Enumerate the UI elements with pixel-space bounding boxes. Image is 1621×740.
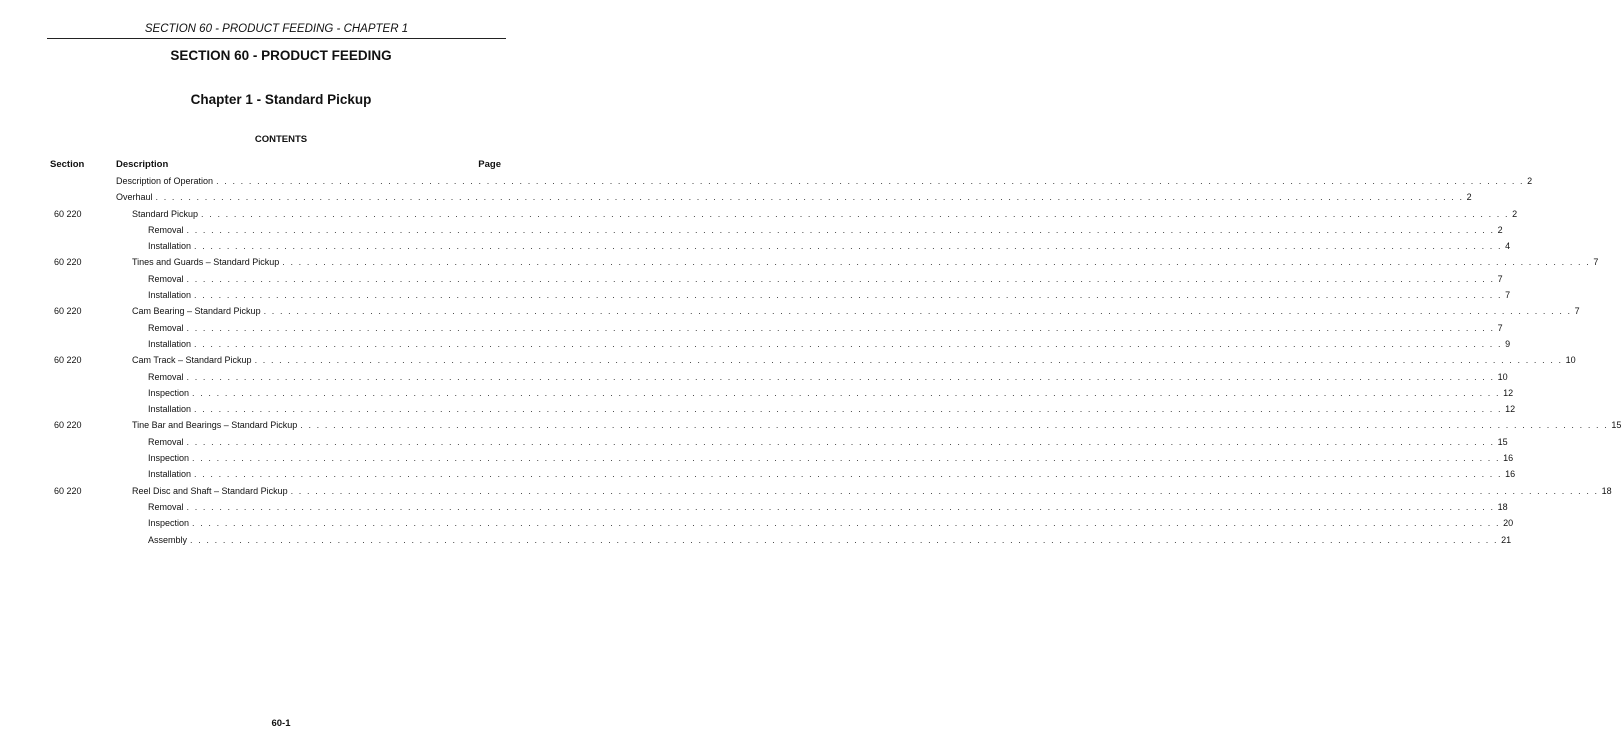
toc-entry xyxy=(132,257,1599,268)
toc-entry xyxy=(148,322,1503,333)
toc-dot-leader: . . . . . . . . . . . . . . . . . . . . . . . . . . . . . . . . . . . . . . . . . . . . . . . . . . . . . . . . . . . . . . . . . . . . . . . . . . . . . . . . . . . . . . . . . . . . . . . . . . . . . . . . . . . . . . . . . . . . . . . . . . . . . . . . . . . . . . . . . . . . . . . . . . . . . . . . . . . . . . . . xyxy=(194,290,1503,301)
toc-entry xyxy=(148,469,1516,480)
toc-row xyxy=(0,190,1472,206)
toc-entry xyxy=(148,273,1503,284)
toc-section-code: 60 220 xyxy=(54,306,82,317)
toc-description: Removal xyxy=(148,273,184,284)
toc-row xyxy=(0,451,1514,467)
toc-entry xyxy=(132,208,1518,219)
toc-row xyxy=(0,353,1576,369)
toc-row xyxy=(0,174,1533,190)
toc-description: Assembly xyxy=(148,534,188,545)
toc-page-number: 20 xyxy=(1503,518,1514,529)
toc-page-number: 7 xyxy=(1497,273,1503,284)
toc-row xyxy=(0,337,1511,353)
toc-dot-leader: . . . . . . . . . . . . . . . . . . . . . . . . . . . . . . . . . . . . . . . . . . . . . . . . . . . . . . . . . . . . . . . . . . . . . . . . . . . . . . . . . . . . . . . . . . . . . . . . . . . . . . . . . . . . . . . . . . . . . . . . . . . . . . . . . . . . . . . . . . . . . . . . . . . . . . . . . . . . . . . . xyxy=(190,534,1499,545)
toc-entry xyxy=(148,501,1508,512)
running-header: SECTION 60 - PRODUCT FEEDING - CHAPTER 1 xyxy=(47,23,506,39)
toc-page-number: 16 xyxy=(1505,469,1516,480)
toc-page-number: 2 xyxy=(1527,176,1533,186)
toc-section-code: 60 220 xyxy=(54,208,82,219)
toc-row xyxy=(0,484,1612,500)
toc-row xyxy=(0,304,1580,320)
column-header-page: Page xyxy=(478,159,501,170)
toc-row xyxy=(0,516,1514,532)
toc-description: Cam Track – Standard Pickup xyxy=(132,355,252,366)
toc-dot-leader: . . . . . . . . . . . . . . . . . . . . . . . . . . . . . . . . . . . . . . . . . . . . . . . . . . . . . . . . . . . . . . . . . . . . . . . . . . . . . . . . . . . . . . . . . . . . . . . . . . . . . . . . . . . . . . . . . . . . . . . . . . . . . . . . . . . . . . . . . . . . . . . . . . . . . . . . . . . . . . . . xyxy=(155,192,1464,203)
toc-row xyxy=(0,533,1512,549)
toc-dot-leader: . . . . . . . . . . . . . . . . . . . . . . . . . . . . . . . . . . . . . . . . . . . . . . . . . . . . . . . . . . . . . . . . . . . . . . . . . . . . . . . . . . . . . . . . . . . . . . . . . . . . . . . . . . . . . . . . . . . . . . . . . . . . . . . . . . . . . . . . . . . . . . . . . . . . . . . . . . . . . . . . xyxy=(186,371,1495,382)
toc-row xyxy=(0,500,1508,516)
toc-description: Installation xyxy=(148,290,192,301)
toc-entry xyxy=(148,387,1514,398)
toc-dot-leader: . . . . . . . . . . . . . . . . . . . . . . . . . . . . . . . . . . . . . . . . . . . . . . . . . . . . . . . . . . . . . . . . . . . . . . . . . . . . . . . . . . . . . . . . . . . . . . . . . . . . . . . . . . . . . . . . . . . . . . . . . . . . . . . . . . . . . . . . . . . . . . . . . . . . . . . . . . . . . . . . xyxy=(194,241,1503,252)
table-of-contents xyxy=(0,174,1621,549)
toc-row xyxy=(0,418,1621,434)
toc-dot-leader: . . . . . . . . . . . . . . . . . . . . . . . . . . . . . . . . . . . . . . . . . . . . . . . . . . . . . . . . . . . . . . . . . . . . . . . . . . . . . . . . . . . . . . . . . . . . . . . . . . . . . . . . . . . . . . . . . . . . . . . . . . . . . . . . . . . . . . . . . . . . . . . . . . . . . . . . . . . . . . . . xyxy=(194,404,1503,415)
toc-description: Inspection xyxy=(148,518,190,529)
toc-dot-leader: . . . . . . . . . . . . . . . . . . . . . . . . . . . . . . . . . . . . . . . . . . . . . . . . . . . . . . . . . . . . . . . . . . . . . . . . . . . . . . . . . . . . . . . . . . . . . . . . . . . . . . . . . . . . . . . . . . . . . . . . . . . . . . . . . . . . . . . . . . . . . . . . . . . . . . . . . . . . . . . . xyxy=(186,273,1495,284)
toc-entry xyxy=(132,306,1580,317)
toc-page-number: 2 xyxy=(1512,208,1518,219)
toc-entry xyxy=(148,453,1514,464)
toc-entry xyxy=(148,436,1508,447)
toc-dot-leader: . . . . . . . . . . . . . . . . . . . . . . . . . . . . . . . . . . . . . . . . . . . . . . . . . . . . . . . . . . . . . . . . . . . . . . . . . . . . . . . . . . . . . . . . . . . . . . . . . . . . . . . . . . . . . . . . . . . . . . . . . . . . . . . . . . . . . . . . . . . . . . . . . . . . . . . . . . . . . . . . xyxy=(192,453,1501,464)
toc-entry xyxy=(148,518,1514,529)
toc-page-number: 12 xyxy=(1505,404,1516,415)
toc-section-code: 60 220 xyxy=(54,355,82,366)
toc-page-number: 9 xyxy=(1505,338,1511,349)
toc-description: Tine Bar and Bearings – Standard Pickup xyxy=(132,420,298,431)
toc-entry xyxy=(132,420,1621,431)
toc-description: Inspection xyxy=(148,453,190,464)
toc-row xyxy=(0,288,1511,304)
toc-dot-leader: . . . . . . . . . . . . . . . . . . . . . . . . . . . . . . . . . . . . . . . . . . . . . . . . . . . . . . . . . . . . . . . . . . . . . . . . . . . . . . . . . . . . . . . . . . . . . . . . . . . . . . . . . . . . . . . . . . . . . . . . . . . . . . . . . . . . . . . . . . . . . . . . . . . . . . . . . . . . . . . . xyxy=(192,387,1501,398)
toc-description: Removal xyxy=(148,436,184,447)
toc-dot-leader: . . . . . . . . . . . . . . . . . . . . . . . . . . . . . . . . . . . . . . . . . . . . . . . . . . . . . . . . . . . . . . . . . . . . . . . . . . . . . . . . . . . . . . . . . . . . . . . . . . . . . . . . . . . . . . . . . . . . . . . . . . . . . . . . . . . . . . . . . . . . . . . . . . . . . . . . . . . . . . . . xyxy=(192,518,1501,529)
toc-page-number: 12 xyxy=(1503,387,1514,398)
toc-entry xyxy=(116,176,1533,186)
toc-page-number: 7 xyxy=(1593,257,1599,268)
toc-row xyxy=(0,321,1503,337)
toc-dot-leader: . . . . . . . . . . . . . . . . . . . . . . . . . . . . . . . . . . . . . . . . . . . . . . . . . . . . . . . . . . . . . . . . . . . . . . . . . . . . . . . . . . . . . . . . . . . . . . . . . . . . . . . . . . . . . . . . . . . . . . . . . . . . . . . . . . . . . . . . . . . . . . . . . . . . . . . . . . . . . . . . xyxy=(186,322,1495,333)
toc-entry xyxy=(148,338,1511,349)
toc-row xyxy=(0,223,1503,239)
toc-description: Description of Operation xyxy=(116,176,214,186)
toc-entry xyxy=(132,485,1612,496)
toc-description: Removal xyxy=(148,322,184,333)
toc-page-number: 2 xyxy=(1466,192,1472,203)
toc-entry xyxy=(148,224,1503,235)
contents-heading: CONTENTS xyxy=(254,134,308,145)
column-header-section: Section xyxy=(50,159,85,170)
toc-row xyxy=(0,255,1599,271)
toc-description: Removal xyxy=(148,224,184,235)
toc-page-number: 18 xyxy=(1601,485,1612,496)
toc-section-code: 60 220 xyxy=(54,485,82,496)
toc-entry xyxy=(148,534,1512,545)
toc-section-code: 60 220 xyxy=(54,420,82,431)
toc-description: Inspection xyxy=(148,387,190,398)
toc-row xyxy=(0,239,1511,255)
toc-page-number: 10 xyxy=(1565,355,1576,366)
toc-row xyxy=(0,207,1518,223)
toc-row xyxy=(0,386,1514,402)
toc-page-number: 4 xyxy=(1505,241,1511,252)
toc-entry xyxy=(148,290,1511,301)
toc-entry xyxy=(148,404,1516,415)
toc-description: Standard Pickup xyxy=(132,208,199,219)
toc-dot-leader: . . . . . . . . . . . . . . . . . . . . . . . . . . . . . . . . . . . . . . . . . . . . . . . . . . . . . . . . . . . . . . . . . . . . . . . . . . . . . . . . . . . . . . . . . . . . . . . . . . . . . . . . . . . . . . . . . . . . . . . . . . . . . . . . . . . . . . . . . . . . . . . . . . . . . . . . . . . . . . . . xyxy=(216,176,1525,186)
toc-page-number: 7 xyxy=(1574,306,1580,317)
toc-description: Tines and Guards – Standard Pickup xyxy=(132,257,280,268)
toc-description: Removal xyxy=(148,501,184,512)
toc-description: Installation xyxy=(148,404,192,415)
section-title: SECTION 60 - PRODUCT FEEDING xyxy=(170,48,392,63)
toc-page-number: 15 xyxy=(1497,436,1508,447)
page-number: 60-1 xyxy=(271,718,291,729)
toc-dot-leader: . . . . . . . . . . . . . . . . . . . . . . . . . . . . . . . . . . . . . . . . . . . . . . . . . . . . . . . . . . . . . . . . . . . . . . . . . . . . . . . . . . . . . . . . . . . . . . . . . . . . . . . . . . . . . . . . . . . . . . . . . . . . . . . . . . . . . . . . . . . . . . . . . . . . . . . . . . . . . . . . xyxy=(186,436,1495,447)
toc-section-code: 60 220 xyxy=(54,257,82,268)
toc-description: Removal xyxy=(148,371,184,382)
toc-row xyxy=(0,435,1508,451)
toc-description: Installation xyxy=(148,241,192,252)
toc-dot-leader: . . . . . . . . . . . . . . . . . . . . . . . . . . . . . . . . . . . . . . . . . . . . . . . . . . . . . . . . . . . . . . . . . . . . . . . . . . . . . . . . . . . . . . . . . . . . . . . . . . . . . . . . . . . . . . . . . . . . . . . . . . . . . . . . . . . . . . . . . . . . . . . . . . . . . . . . . . . . . . . . xyxy=(263,306,1572,317)
toc-description: Cam Bearing – Standard Pickup xyxy=(132,306,261,317)
toc-dot-leader: . . . . . . . . . . . . . . . . . . . . . . . . . . . . . . . . . . . . . . . . . . . . . . . . . . . . . . . . . . . . . . . . . . . . . . . . . . . . . . . . . . . . . . . . . . . . . . . . . . . . . . . . . . . . . . . . . . . . . . . . . . . . . . . . . . . . . . . . . . . . . . . . . . . . . . . . . . . . . . . . xyxy=(186,224,1495,235)
toc-row xyxy=(0,467,1516,483)
toc-entry xyxy=(148,371,1508,382)
toc-page-number: 15 xyxy=(1611,420,1621,431)
toc-page-number: 7 xyxy=(1497,322,1503,333)
toc-dot-leader: . . . . . . . . . . . . . . . . . . . . . . . . . . . . . . . . . . . . . . . . . . . . . . . . . . . . . . . . . . . . . . . . . . . . . . . . . . . . . . . . . . . . . . . . . . . . . . . . . . . . . . . . . . . . . . . . . . . . . . . . . . . . . . . . . . . . . . . . . . . . . . . . . . . . . . . . . . . . . . . . xyxy=(290,485,1599,496)
toc-row xyxy=(0,370,1508,386)
toc-row xyxy=(0,272,1503,288)
toc-row xyxy=(0,402,1516,418)
toc-dot-leader: . . . . . . . . . . . . . . . . . . . . . . . . . . . . . . . . . . . . . . . . . . . . . . . . . . . . . . . . . . . . . . . . . . . . . . . . . . . . . . . . . . . . . . . . . . . . . . . . . . . . . . . . . . . . . . . . . . . . . . . . . . . . . . . . . . . . . . . . . . . . . . . . . . . . . . . . . . . . . . . . xyxy=(300,420,1609,431)
column-header-description: Description xyxy=(116,159,169,170)
toc-description: Installation xyxy=(148,469,192,480)
toc-page-number: 21 xyxy=(1501,534,1512,545)
toc-dot-leader: . . . . . . . . . . . . . . . . . . . . . . . . . . . . . . . . . . . . . . . . . . . . . . . . . . . . . . . . . . . . . . . . . . . . . . . . . . . . . . . . . . . . . . . . . . . . . . . . . . . . . . . . . . . . . . . . . . . . . . . . . . . . . . . . . . . . . . . . . . . . . . . . . . . . . . . . . . . . . . . . xyxy=(282,257,1591,268)
toc-entry xyxy=(116,192,1472,203)
toc-entry xyxy=(148,241,1511,252)
toc-dot-leader: . . . . . . . . . . . . . . . . . . . . . . . . . . . . . . . . . . . . . . . . . . . . . . . . . . . . . . . . . . . . . . . . . . . . . . . . . . . . . . . . . . . . . . . . . . . . . . . . . . . . . . . . . . . . . . . . . . . . . . . . . . . . . . . . . . . . . . . . . . . . . . . . . . . . . . . . . . . . . . . . xyxy=(194,338,1503,349)
toc-description: Reel Disc and Shaft – Standard Pickup xyxy=(132,485,288,496)
toc-dot-leader: . . . . . . . . . . . . . . . . . . . . . . . . . . . . . . . . . . . . . . . . . . . . . . . . . . . . . . . . . . . . . . . . . . . . . . . . . . . . . . . . . . . . . . . . . . . . . . . . . . . . . . . . . . . . . . . . . . . . . . . . . . . . . . . . . . . . . . . . . . . . . . . . . . . . . . . . . . . . . . . . xyxy=(194,469,1503,480)
toc-dot-leader: . . . . . . . . . . . . . . . . . . . . . . . . . . . . . . . . . . . . . . . . . . . . . . . . . . . . . . . . . . . . . . . . . . . . . . . . . . . . . . . . . . . . . . . . . . . . . . . . . . . . . . . . . . . . . . . . . . . . . . . . . . . . . . . . . . . . . . . . . . . . . . . . . . . . . . . . . . . . . . . . xyxy=(186,501,1495,512)
toc-page-number: 18 xyxy=(1497,501,1508,512)
toc-description: Installation xyxy=(148,338,192,349)
toc-page-number: 7 xyxy=(1505,290,1511,301)
toc-page-number: 2 xyxy=(1497,224,1503,235)
toc-page-number: 16 xyxy=(1503,453,1514,464)
toc-description: Overhaul xyxy=(116,192,153,203)
toc-dot-leader: . . . . . . . . . . . . . . . . . . . . . . . . . . . . . . . . . . . . . . . . . . . . . . . . . . . . . . . . . . . . . . . . . . . . . . . . . . . . . . . . . . . . . . . . . . . . . . . . . . . . . . . . . . . . . . . . . . . . . . . . . . . . . . . . . . . . . . . . . . . . . . . . . . . . . . . . . . . . . . . . xyxy=(254,355,1563,366)
toc-dot-leader: . . . . . . . . . . . . . . . . . . . . . . . . . . . . . . . . . . . . . . . . . . . . . . . . . . . . . . . . . . . . . . . . . . . . . . . . . . . . . . . . . . . . . . . . . . . . . . . . . . . . . . . . . . . . . . . . . . . . . . . . . . . . . . . . . . . . . . . . . . . . . . . . . . . . . . . . . . . . . . . . xyxy=(201,208,1510,219)
toc-page-number: 10 xyxy=(1497,371,1508,382)
chapter-title: Chapter 1 - Standard Pickup xyxy=(190,92,372,107)
toc-entry xyxy=(132,355,1576,366)
